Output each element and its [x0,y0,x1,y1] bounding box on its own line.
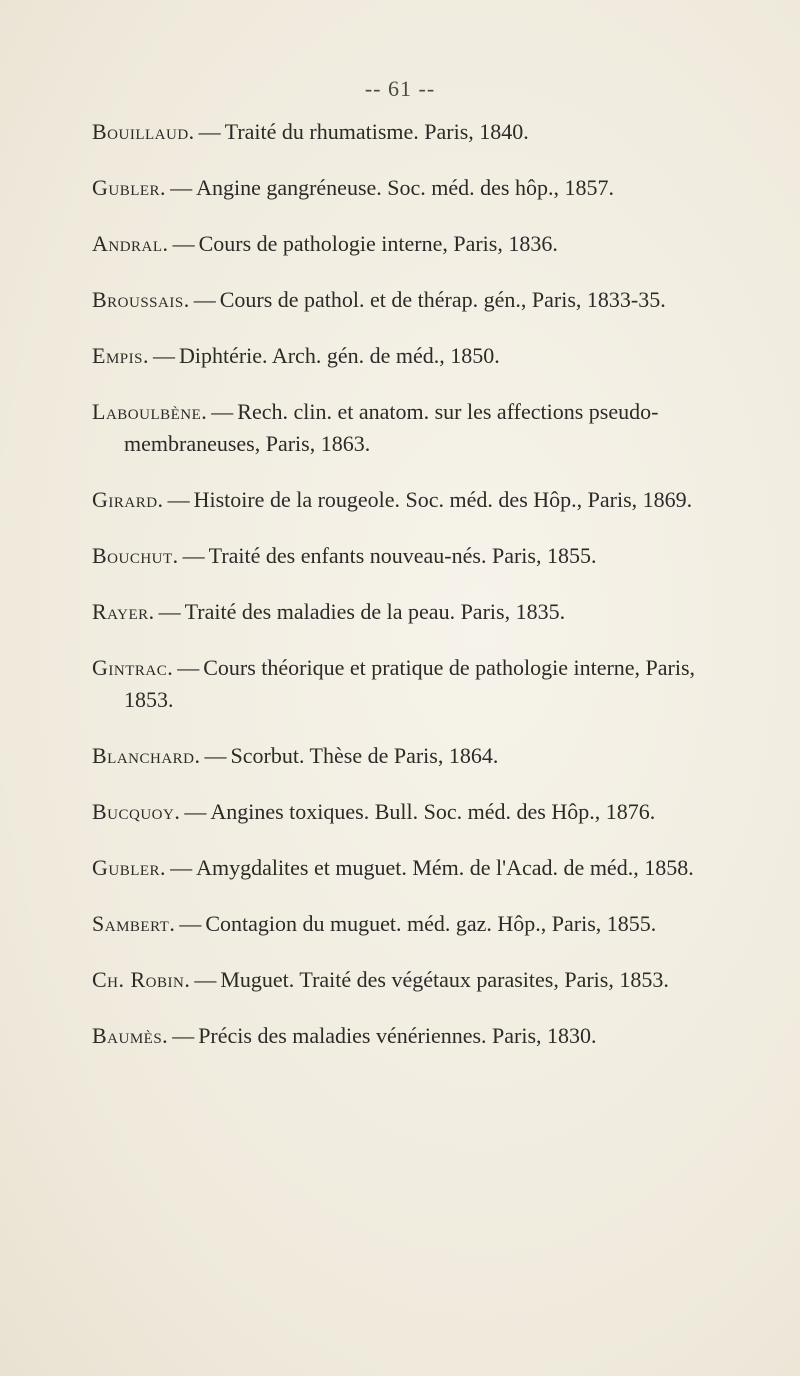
entry-author: Rayer. [92,599,155,624]
entry-text: Amygdalites et muguet. Mém. de l'Acad. de méd., 1858. [196,855,694,880]
entry-separator: — [172,231,195,256]
entry-author: Bouchut. [92,543,179,568]
entry-text: Angines toxiques. Bull. Soc. méd. des Hôp., 1876. [210,799,656,824]
entry-separator: — [204,743,227,768]
entry-author: Blanchard. [92,743,201,768]
bibliography-entry [92,284,732,316]
bibliography-entry [92,740,732,772]
entry-author: Empis. [92,343,149,368]
entry-separator: — [182,543,205,568]
entry-separator: — [170,175,193,200]
entry-separator: — [170,855,193,880]
entry-text: Rech. clin. et anatom. sur les affections pseudo-membraneuses, Paris, 1863. [124,399,659,456]
bibliography-entry [92,340,732,372]
bibliography-entry [92,484,732,516]
entry-separator: — [194,967,217,992]
bibliography-entry [92,852,732,884]
entry-author: Gubler. [92,175,167,200]
entry-text: Traité du rhumatisme. Paris, 1840. [224,119,529,144]
entry-text: Traité des maladies de la peau. Paris, 1835. [184,599,566,624]
entry-separator: — [198,119,221,144]
entry-author: Andral. [92,231,169,256]
entry-text: Cours de pathol. et de thérap. gén., Paris, 1833-35. [219,287,666,312]
entry-author: Ch. Robin. [92,967,191,992]
entry-author: Girard. [92,487,164,512]
entry-separator: — [152,343,175,368]
bibliography-list [92,116,732,1076]
entry-author: Laboulbène. [92,399,208,424]
entry-text: Diphtérie. Arch. gén. de méd., 1850. [178,343,500,368]
entry-text: Scorbut. Thèse de Paris, 1864. [230,743,499,768]
entry-text: Muguet. Traité des végétaux parasites, Paris, 1853. [220,967,669,992]
bibliography-entry [92,228,732,260]
entry-separator: — [184,799,207,824]
bibliography-entry [92,540,732,572]
bibliography-entry [92,964,732,996]
entry-text: Précis des maladies vénériennes. Paris, 1830. [198,1023,597,1048]
bibliography-entry [92,796,732,828]
entry-author: Baumès. [92,1023,169,1048]
bibliography-entry [92,1020,732,1052]
entry-author: Gintrac. [92,655,174,680]
entry-text: Contagion du muguet. méd. gaz. Hôp., Paris, 1855. [205,911,657,936]
bibliography-entry [92,396,732,460]
page-number: -- 61 -- [364,76,436,101]
entry-text: Histoire de la rougeole. Soc. méd. des Hôp., Paris, 1869. [193,487,693,512]
entry-text: Angine gangréneuse. Soc. méd. des hôp., 1857. [196,175,614,200]
entry-author: Broussais. [92,287,190,312]
entry-author: Bucquoy. [92,799,181,824]
bibliography-entry [92,596,732,628]
entry-separator: — [179,911,202,936]
entry-text: Cours théorique et pratique de pathologie interne, Paris, 1853. [124,655,696,712]
entry-separator: — [211,399,234,424]
entry-separator: — [177,655,200,680]
bibliography-entry [92,172,732,204]
entry-author: Bouillaud. [92,119,195,144]
entry-author: Gubler. [92,855,167,880]
bibliography-entry [92,652,732,716]
entry-author: Sambert. [92,911,176,936]
entry-text: Traité des enfants nouveau-nés. Paris, 1855. [208,543,597,568]
entry-separator: — [193,287,216,312]
bibliography-entry [92,116,732,148]
entry-separator: — [172,1023,195,1048]
bibliography-entry [92,908,732,940]
entry-separator: — [158,599,181,624]
entry-separator: — [167,487,190,512]
entry-text: Cours de pathologie interne, Paris, 1836. [198,231,558,256]
